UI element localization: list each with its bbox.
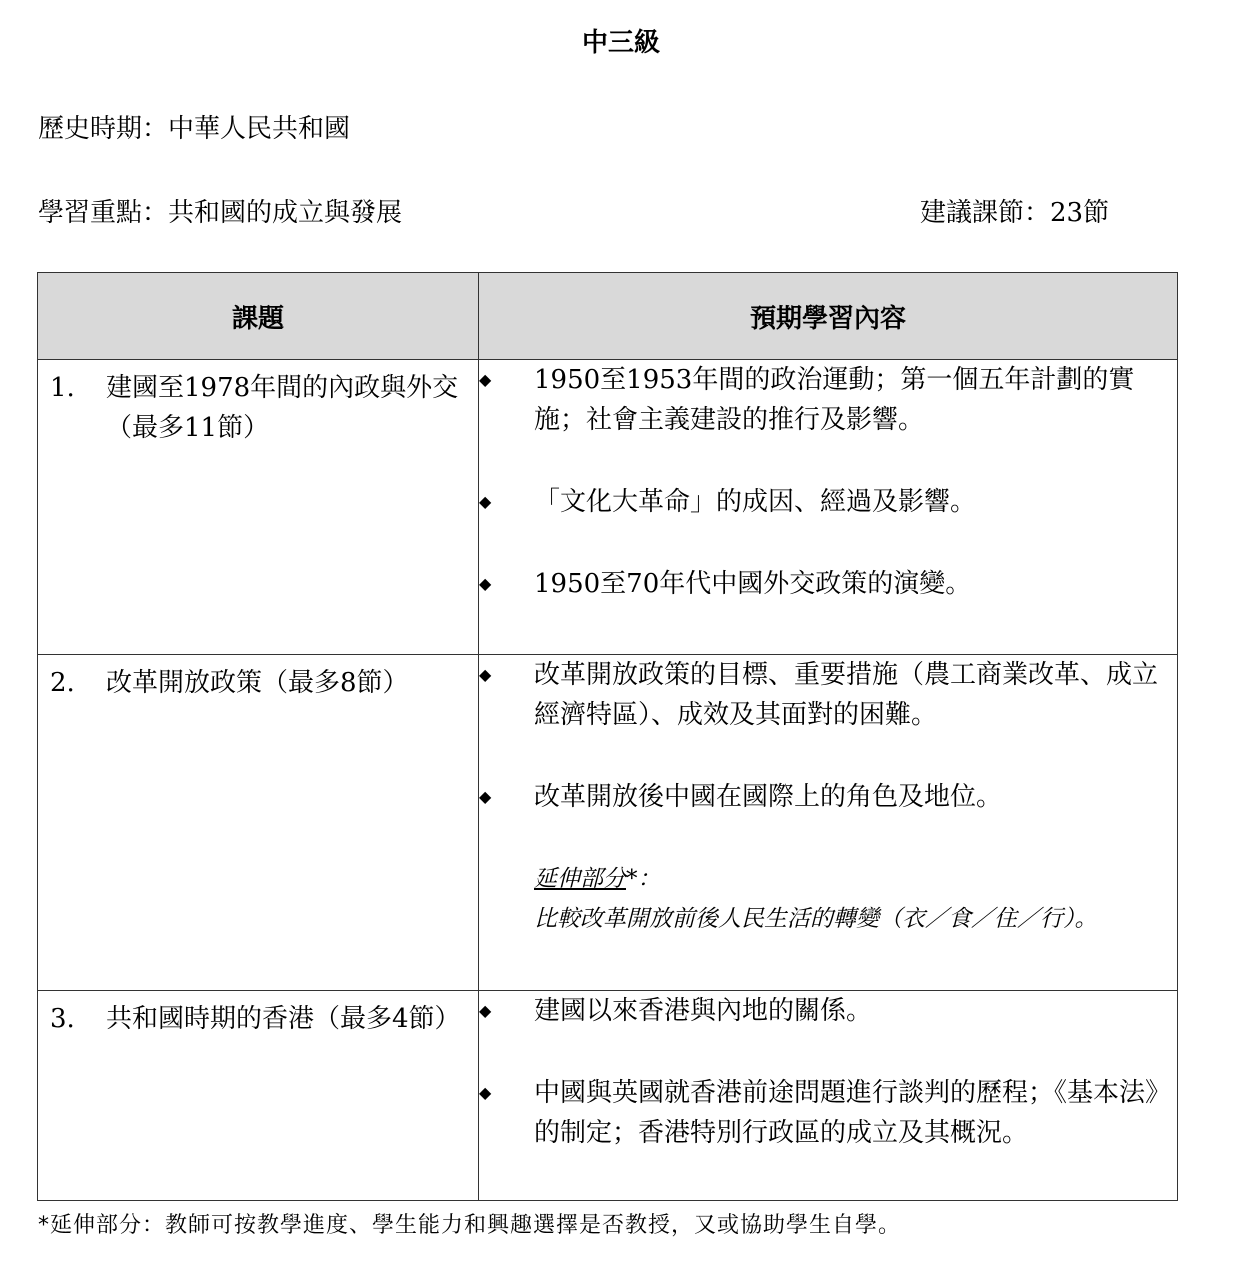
- diamond-bullet-icon: ◆: [479, 492, 492, 511]
- topic-number: 2.: [50, 668, 75, 698]
- content-cell: [479, 360, 1178, 655]
- topic-cell: [38, 991, 479, 1201]
- header-topic: 課題: [38, 273, 479, 360]
- topic-number: 3.: [50, 1004, 75, 1034]
- diamond-bullet-icon: ◆: [479, 1083, 492, 1102]
- content-text: 「文化大革命」的成因、經過及影響。: [534, 487, 977, 517]
- extension-text: 比較改革開放前後人民生活的轉變（衣／食／住／行）。: [534, 906, 1098, 932]
- diamond-bullet-icon: ◆: [479, 370, 492, 389]
- list-item: [479, 655, 1177, 735]
- diamond-bullet-icon: ◆: [479, 665, 492, 684]
- table-row: [38, 991, 1178, 1201]
- content-cell: [479, 991, 1178, 1201]
- list-item: [479, 482, 1177, 522]
- topic-title: 建國至1978年間的內政與外交（最多11節）: [106, 373, 459, 443]
- list-item: [479, 564, 1177, 604]
- syllabus-table: [37, 272, 1178, 1201]
- table-row: [38, 360, 1178, 655]
- extension-label-suffix: *：: [626, 866, 661, 892]
- list-item: [479, 991, 1177, 1031]
- list-item: [479, 1073, 1177, 1153]
- content-cell: [479, 655, 1178, 991]
- suggested-lessons: 建議課節：23節: [920, 198, 1110, 228]
- content-text: 1950至1953年間的政治運動；第一個五年計劃的實施；社會主義建設的推行及影響。: [534, 365, 1135, 435]
- history-period: 歷史時期：中華人民共和國: [38, 114, 351, 144]
- topic-title: 改革開放政策（最多8節）: [106, 668, 409, 698]
- diamond-bullet-icon: ◆: [479, 574, 492, 593]
- diamond-bullet-icon: ◆: [479, 787, 492, 806]
- extension-section: [479, 859, 1177, 939]
- content-text: 改革開放政策的目標、重要措施（農工商業改革、成立經濟特區）、成效及其面對的困難。: [534, 660, 1159, 730]
- topic-title: 共和國時期的香港（最多4節）: [106, 1004, 461, 1034]
- footnote: *延伸部分：教師可按教學進度、學生能力和興趣選擇是否教授，又或協助學生自學。: [38, 1213, 902, 1238]
- header-content: 預期學習內容: [479, 273, 1178, 360]
- diamond-bullet-icon: ◆: [479, 1001, 492, 1020]
- table-header-row: [38, 273, 1178, 360]
- extension-label: 延伸部分: [534, 866, 626, 892]
- content-text: 1950至70年代中國外交政策的演變。: [534, 569, 972, 599]
- content-text: 中國與英國就香港前途問題進行談判的歷程；《基本法》的制定；香港特別行政區的成立及其概況。: [534, 1078, 1172, 1148]
- topic-cell: [38, 655, 479, 991]
- content-text: 改革開放後中國在國際上的角色及地位。: [534, 782, 1003, 812]
- page-title: 中三級: [581, 28, 660, 58]
- learning-focus: 學習重點：共和國的成立與發展: [38, 198, 403, 228]
- list-item: [479, 777, 1177, 817]
- topic-number: 1.: [50, 373, 75, 403]
- table-row: [38, 655, 1178, 991]
- content-text: 建國以來香港與內地的關係。: [534, 996, 873, 1026]
- list-item: [479, 360, 1177, 440]
- topic-cell: [38, 360, 479, 655]
